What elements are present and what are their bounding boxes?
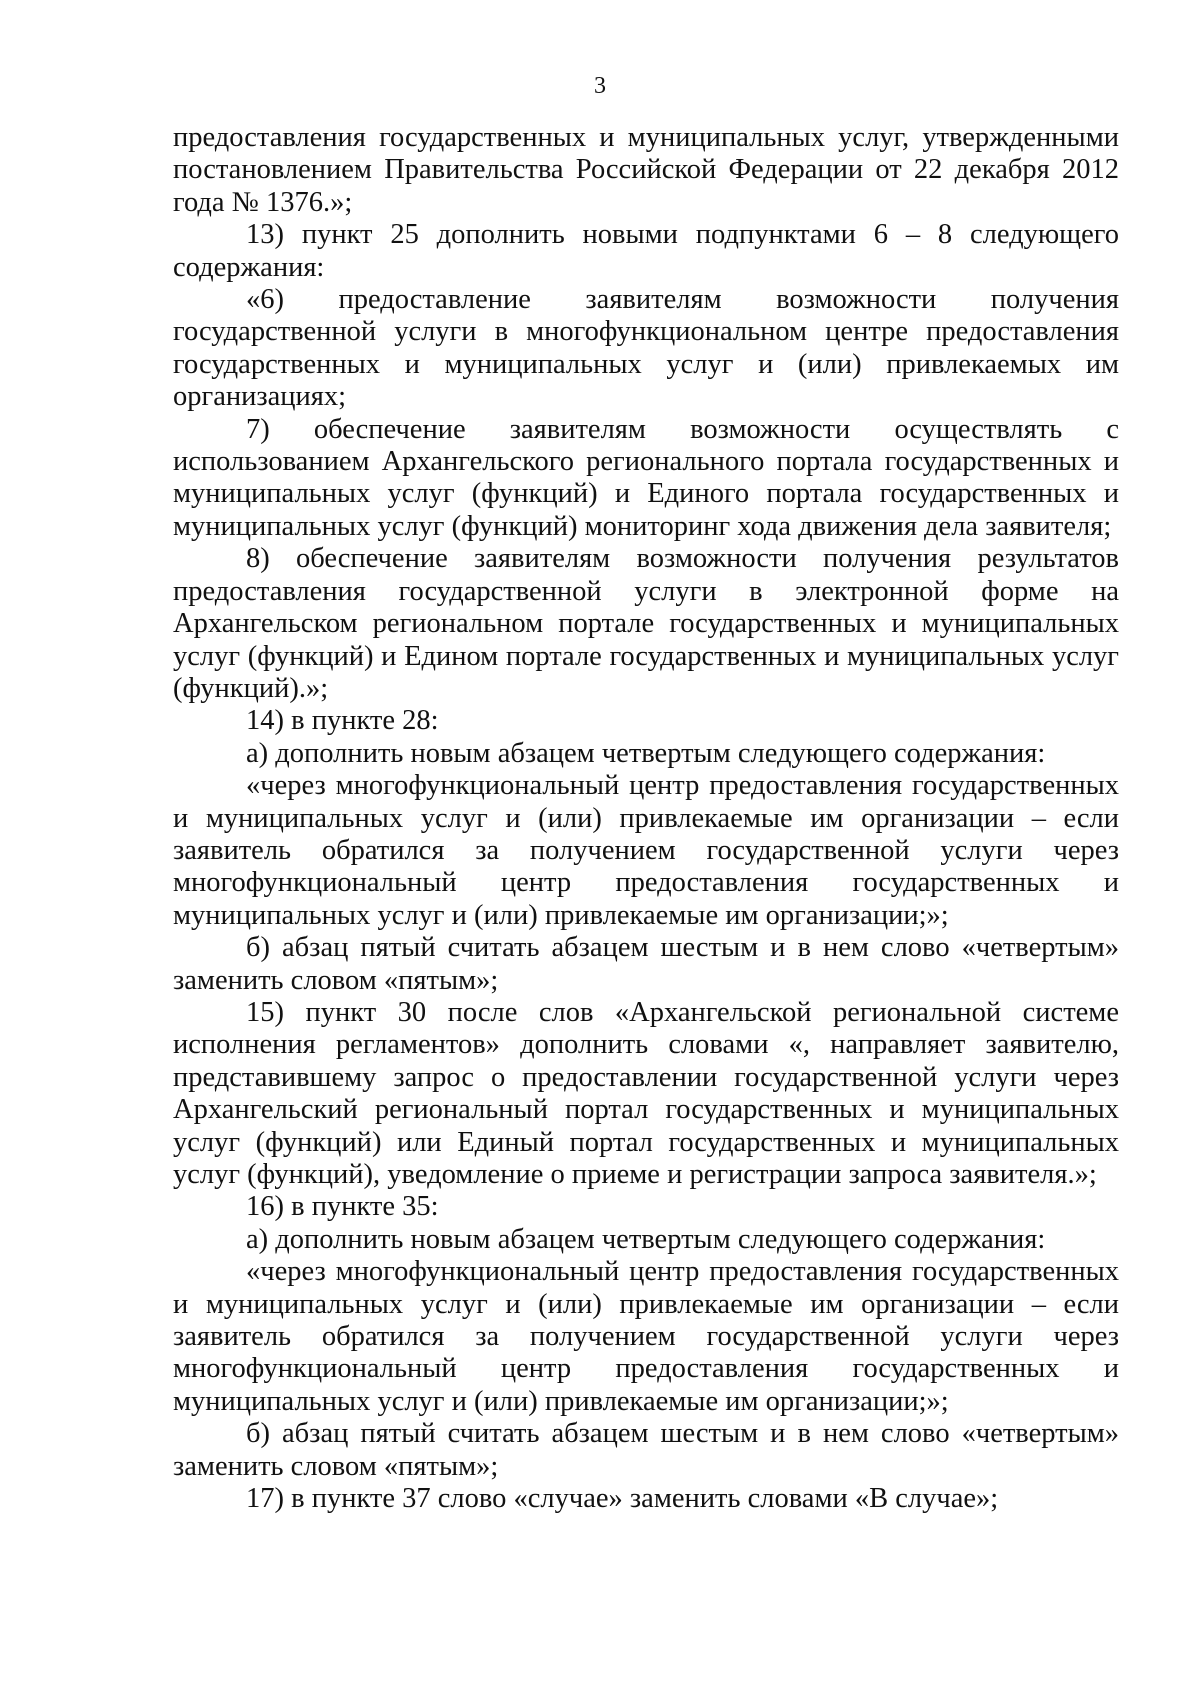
paragraph-item-16: 16) в пункте 35:: [246, 1191, 439, 1223]
paragraph-item-13: 13) пункт 25 дополнить новыми подпунктами 6 – 8 следующего содержания:: [173, 219, 1119, 283]
document-body: [173, 122, 1119, 1515]
page-number: 3: [594, 73, 606, 99]
paragraph-item-17: 17) в пункте 37 слово «случае» заменить словами «В случае»;: [246, 1483, 999, 1515]
paragraph-item-14-a-quote: «через многофункциональный центр предоставления государственных и муниципальных услуг и (или) привлекаемые им организации – если заявитель обратился за получением государственной услуги через многофункциональный центр предоставления государственных и муниципальных услуг и (или) привлекаемые им организации;»;: [173, 770, 1119, 931]
paragraph-subitem-8: 8) обеспечение заявителям возможности получения результатов предоставления государственной услуги в электронной форме на Архангельском региональном портале государственных и муниципальных услуг (функций) и Едином портале государственных и муниципальных услуг (функций).»;: [173, 543, 1119, 704]
paragraph-item-14: 14) в пункте 28:: [246, 705, 439, 737]
paragraph-item-15: 15) пункт 30 после слов «Архангельской региональной системе исполнения регламентов» дополнить словами «, направляет заявителю, представившему запрос о предоставлении государственной услуги через Архангельский региональный портал государственных и муниципальных услуг (функций) или Единый портал государственных и муниципальных услуг (функций), уведомление о приеме и регистрации запроса заявителя.»;: [173, 996, 1119, 1190]
paragraph-item-14-b: б) абзац пятый считать абзацем шестым и в нем слово «четвертым» заменить словом «пятым»;: [173, 932, 1119, 996]
paragraph-item-14-a: а) дополнить новым абзацем четвертым следующего содержания:: [246, 737, 1046, 769]
paragraph-item-16-b: б) абзац пятый считать абзацем шестым и в нем слово «четвертым» заменить словом «пятым»;: [173, 1418, 1119, 1482]
paragraph-subitem-7: 7) обеспечение заявителям возможности осуществлять с использованием Архангельского регионального портала государственных и муниципальных услуг (функций) и Единого портала государственных и муниципальных услуг (функций) мониторинг хода движения дела заявителя;: [173, 413, 1119, 542]
paragraph-item-16-a-quote: «через многофункциональный центр предоставления государственных и муниципальных услуг и (или) привлекаемые им организации – если заявитель обратился за получением государственной услуги через многофункциональный центр предоставления государственных и муниципальных услуг и (или) привлекаемые им организации;»;: [173, 1256, 1119, 1417]
paragraph-continuation: предоставления государственных и муниципальных услуг, утвержденными постановлением Правительства Российской Федерации от 22 декабря 2012 года № 1376.»;: [173, 122, 1119, 218]
paragraph-subitem-6: «6) предоставление заявителям возможности получения государственной услуги в многофункциональном центре предоставления государственных и муниципальных услуг и (или) привлекаемых им организациях;: [173, 284, 1119, 413]
paragraph-item-16-a: а) дополнить новым абзацем четвертым следующего содержания:: [246, 1223, 1046, 1255]
